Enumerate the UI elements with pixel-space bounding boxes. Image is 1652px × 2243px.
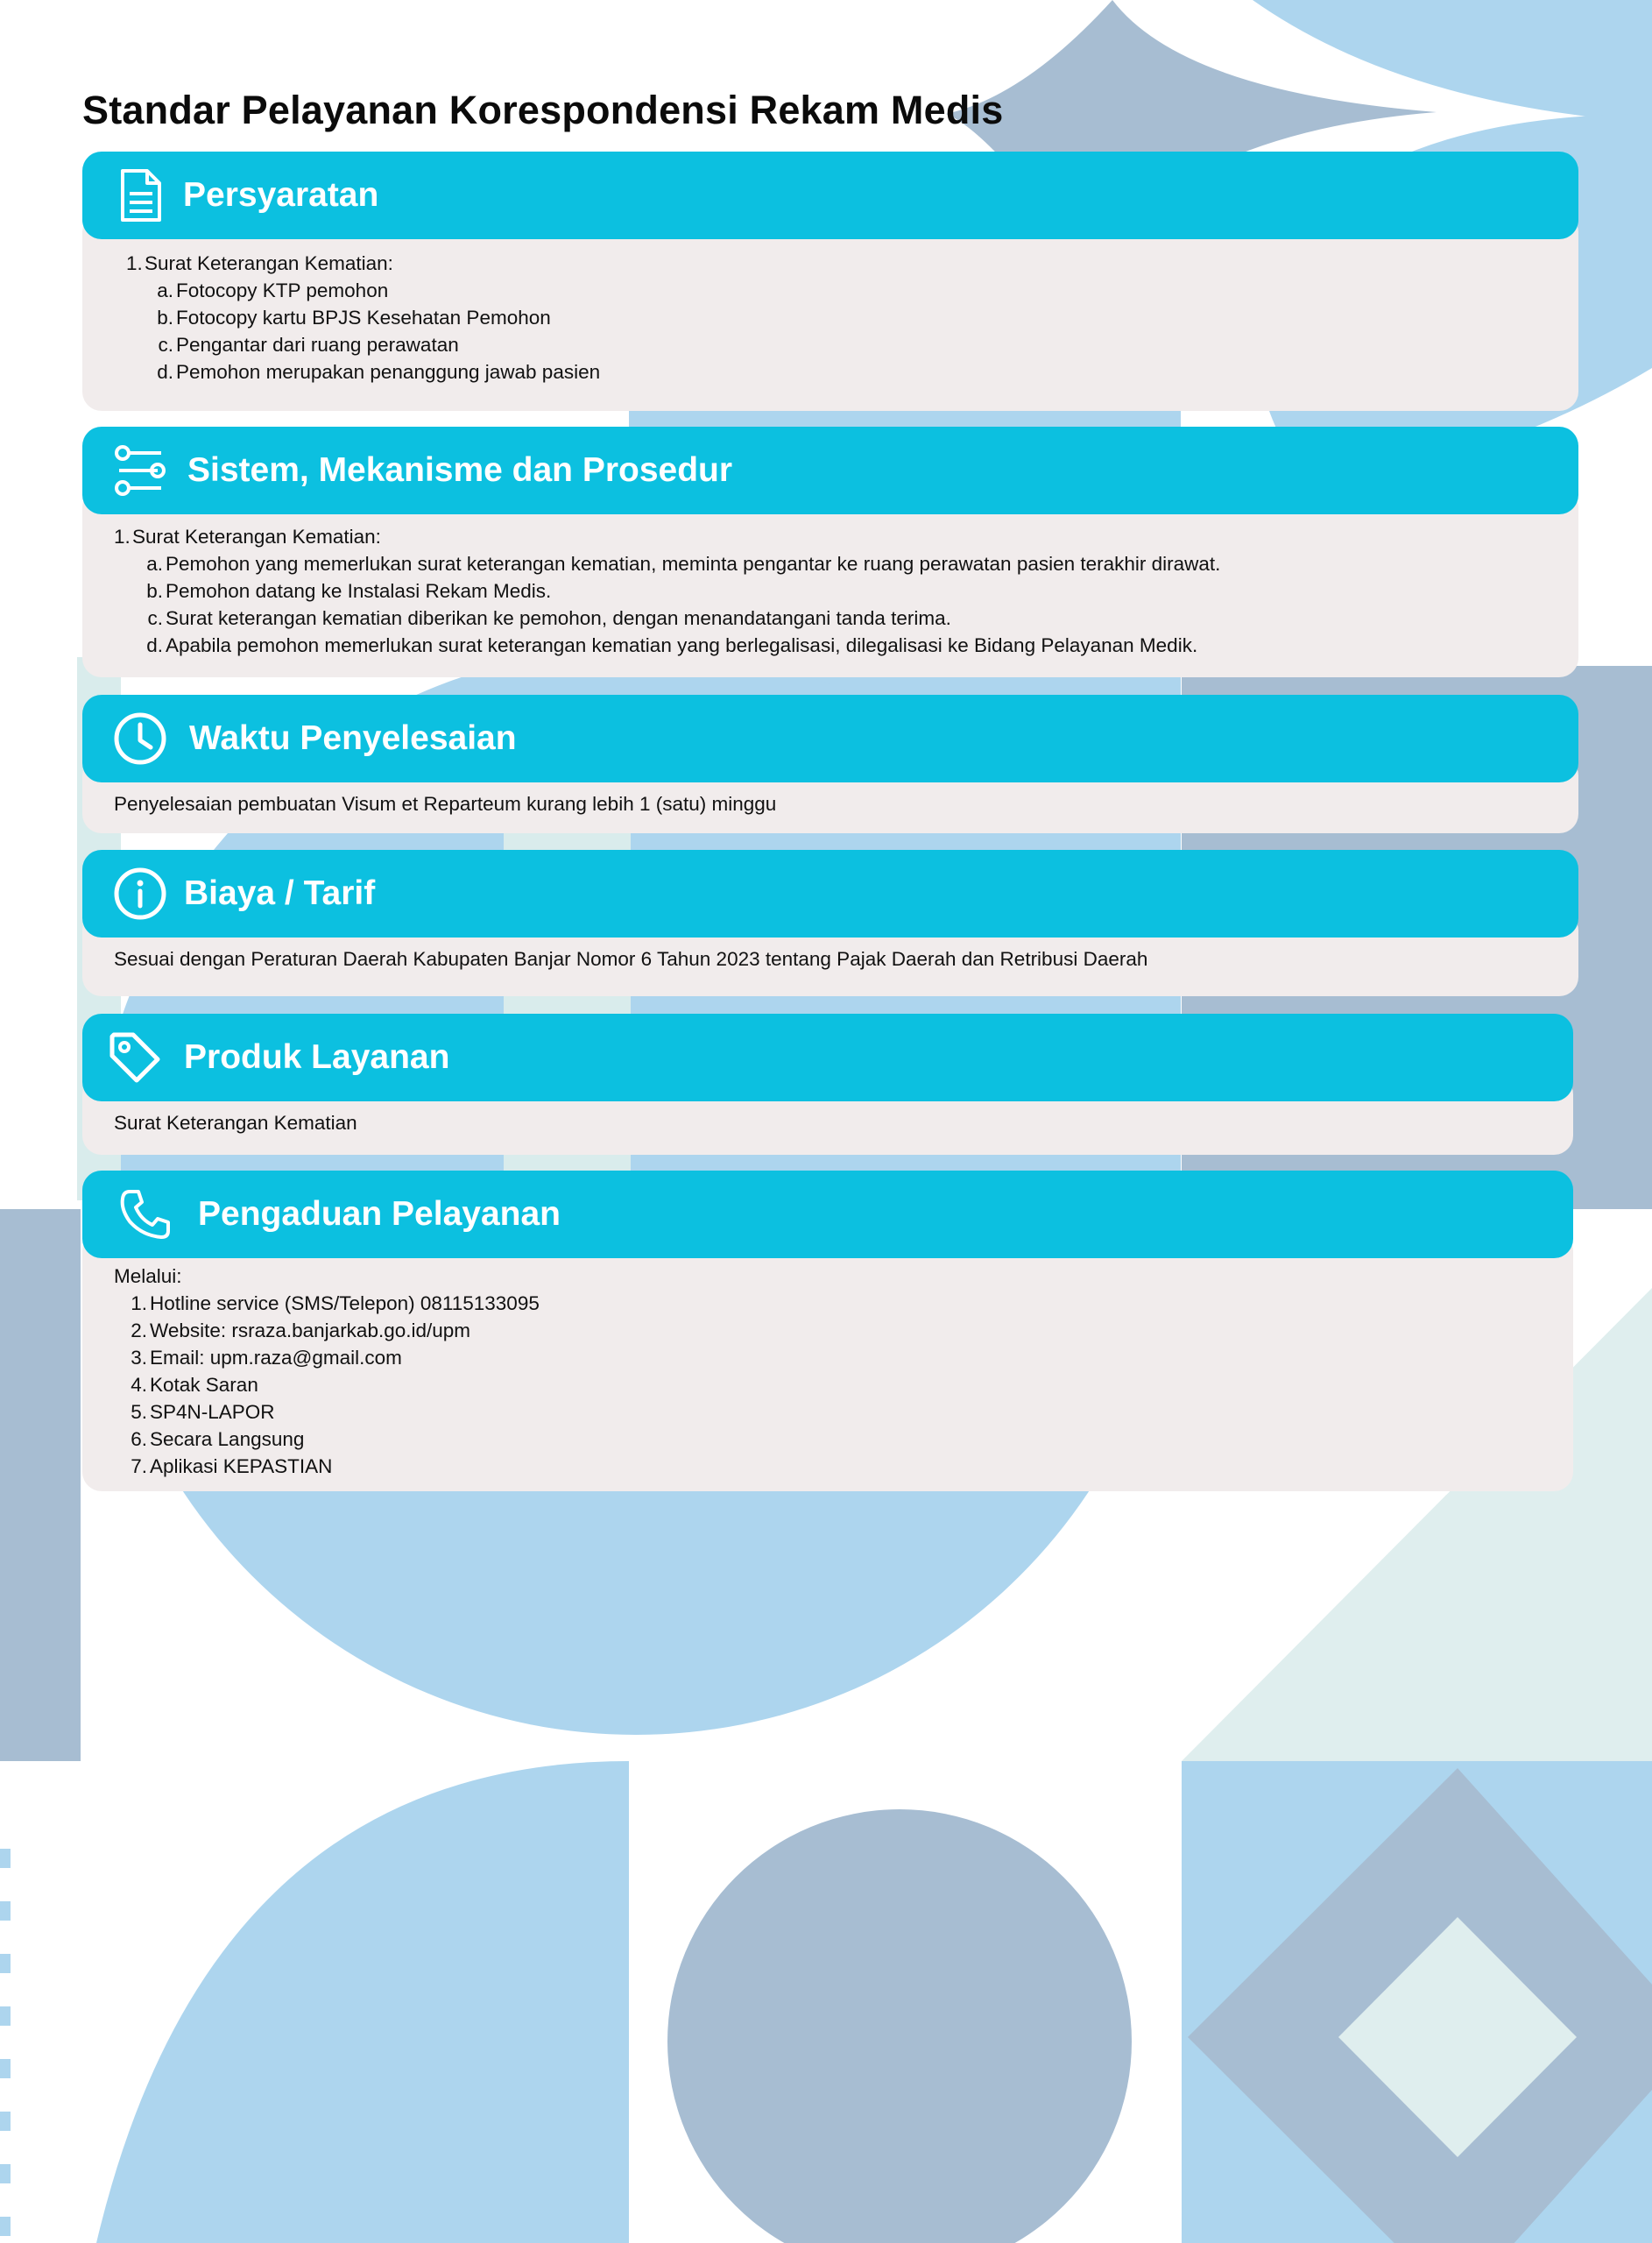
section-text: Penyelesaian pembuatan Visum et Reparteum kurang lebih 1 (satu) minggu [114,793,777,815]
list-item: 6. Secara Langsung [131,1428,305,1450]
list-item: 4. Kotak Saran [131,1374,258,1396]
list-item: c. Pengantar dari ruang perawatan [158,334,459,356]
list-item: b. Pemohon datang ke Instalasi Rekam Medis. [146,580,552,602]
section-intro: Melalui: [114,1265,182,1287]
list-item: b. Fotocopy kartu BPJS Kesehatan Pemohon [157,307,551,329]
clock-icon [112,711,168,767]
section-title: Waktu Penyelesaian [189,719,517,757]
section-waktu [82,695,1578,833]
section-title: Pengaduan Pelayanan [198,1195,561,1233]
document-icon [112,167,168,223]
section-title: Produk Layanan [184,1038,450,1076]
list-item: 1. Surat Keterangan Kematian: [114,526,381,548]
info-icon [112,866,168,922]
section-persyaratan [82,152,1578,411]
section-content [114,790,1547,817]
list-item: 1. Surat Keterangan Kematian: [126,252,393,274]
section-text: Sesuai dengan Peraturan Daerah Kabupaten Banjar Nomor 6 Tahun 2023 tentang Pajak Daerah dan Retribusi Daerah [114,948,1148,970]
list-item: a. Fotocopy KTP pemohon [157,279,389,301]
section-header [82,427,1578,514]
list-item: a. Pemohon yang memerlukan surat keterangan kematian, meminta pengantar ke ruang perawatan pasien terakhir dirawat. [146,553,1221,575]
list-item: c. Surat keterangan kematian diberikan ke pemohon, dengan menandatangani tanda terima. [147,607,951,629]
section-content [114,945,1547,973]
list-item: d. Apabila pemohon memerlukan surat keterangan kematian yang berlegalisasi, dilegalisasi ke Bidang Pelayanan Medik. [146,634,1198,656]
section-content [126,250,1547,386]
section-biaya [82,850,1578,996]
section-header [82,152,1578,239]
section-produk [82,1014,1573,1155]
tag-icon [107,1030,163,1086]
section-header [82,695,1578,782]
list-item: d. Pemohon merupakan penanggung jawab pasien [157,361,601,383]
section-content [114,523,1547,659]
section-title: Sistem, Mekanisme dan Prosedur [187,451,733,489]
list-item: 3. Email: upm.raza@gmail.com [131,1347,402,1369]
section-header [82,850,1578,938]
section-sistem [82,427,1578,677]
phone-icon [117,1186,173,1242]
section-title: Persyaratan [183,176,379,214]
list-item: 7. Aplikasi KEPASTIAN [131,1455,333,1477]
section-content [114,1263,1542,1480]
list-item: 2. Website: rsraza.banjarkab.go.id/upm [131,1320,471,1341]
page-title: Standar Pelayanan Korespondensi Rekam Medis [82,88,1004,132]
section-header [82,1171,1573,1258]
section-text: Surat Keterangan Kematian [114,1112,357,1134]
section-title: Biaya / Tarif [184,874,376,912]
list-item: 1. Hotline service (SMS/Telepon) 08115133095 [131,1292,540,1314]
list-item: 5. SP4N-LAPOR [131,1401,275,1423]
flow-settings-icon [112,442,168,499]
section-content [114,1109,1542,1136]
section-header [82,1014,1573,1101]
section-pengaduan [82,1171,1573,1491]
